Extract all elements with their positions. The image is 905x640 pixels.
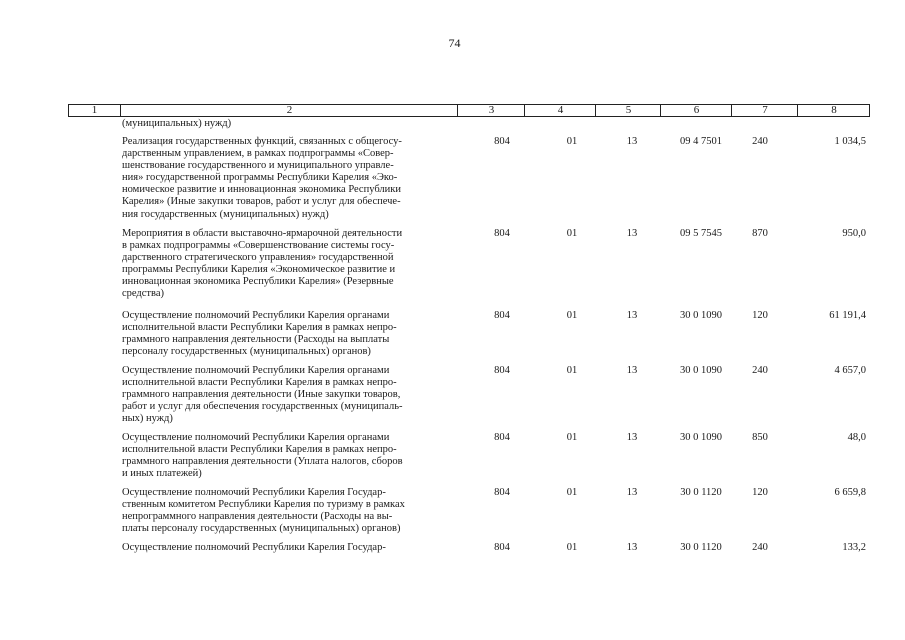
description-line: в рамках подпрограммы «Совершенствование системы госу- bbox=[122, 240, 395, 252]
cell-c4: 01 bbox=[566, 228, 578, 239]
description-line: граммного направления деятельности (Иные закупки товаров, bbox=[122, 389, 401, 401]
row-description bbox=[122, 365, 452, 425]
cell-c5: 13 bbox=[626, 228, 638, 239]
header-cell-8: 8 bbox=[797, 105, 870, 116]
description-line: платы персоналу государственных (муниципальных) органов) bbox=[122, 523, 401, 535]
header-cell-6: 6 bbox=[660, 105, 732, 116]
cell-c7: 240 bbox=[752, 365, 768, 376]
cell-c5: 13 bbox=[626, 432, 638, 443]
cell-c3: 804 bbox=[494, 228, 510, 239]
cell-c6: 30 0 1120 bbox=[680, 542, 722, 553]
cell-c3: 804 bbox=[494, 136, 510, 147]
cell-c8: 48,0 bbox=[847, 432, 866, 443]
description-line: средства) bbox=[122, 288, 164, 300]
description-line: непрограммного направления деятельности (Расходы на вы- bbox=[122, 511, 393, 523]
cell-c5: 13 bbox=[626, 136, 638, 147]
cell-c6: 30 0 1120 bbox=[680, 487, 722, 498]
cell-c8: 4 657,0 bbox=[834, 365, 866, 376]
description-line: Осуществление полномочий Республики Карелия органами bbox=[122, 365, 390, 376]
cell-c7: 850 bbox=[752, 432, 768, 443]
cell-c6: 30 0 1090 bbox=[680, 310, 722, 321]
cell-c7: 240 bbox=[752, 136, 768, 147]
row-description bbox=[122, 310, 452, 358]
cell-c7: 120 bbox=[752, 310, 768, 321]
header-cell-2: 2 bbox=[120, 105, 458, 116]
description-line: дарственного стратегического управления» государственной bbox=[122, 252, 394, 264]
description-line: персоналу государственных (муниципальных) органов) bbox=[122, 346, 371, 358]
description-line: Осуществление полномочий Республики Карелия Государ- bbox=[122, 487, 386, 498]
header-cell-3: 3 bbox=[457, 105, 525, 116]
header-cell-4: 4 bbox=[524, 105, 596, 116]
cell-c3: 804 bbox=[494, 432, 510, 443]
description-line: Осуществление полномочий Республики Карелия органами bbox=[122, 432, 390, 443]
cell-c5: 13 bbox=[626, 310, 638, 321]
description-line: Карелия» (Иные закупки товаров, работ и услуг для обеспече- bbox=[122, 196, 401, 208]
cell-c6: 09 5 7545 bbox=[680, 228, 722, 239]
description-line: и иных платежей) bbox=[122, 468, 202, 480]
description-line: исполнительной власти Республики Карелия в рамках непро- bbox=[122, 322, 397, 334]
description-line: исполнительной власти Республики Карелия в рамках непро- bbox=[122, 377, 397, 389]
description-line: исполнительной власти Республики Карелия в рамках непро- bbox=[122, 444, 397, 456]
cell-c5: 13 bbox=[626, 542, 638, 553]
cell-c7: 870 bbox=[752, 228, 768, 239]
description-line: инновационная экономика Республики Карелия» (Резервные bbox=[122, 276, 394, 288]
cell-c3: 804 bbox=[494, 365, 510, 376]
cell-c6: 30 0 1090 bbox=[680, 365, 722, 376]
row-description bbox=[122, 487, 452, 535]
cell-c5: 13 bbox=[626, 487, 638, 498]
cell-c8: 61 191,4 bbox=[829, 310, 866, 321]
cell-c5: 13 bbox=[626, 365, 638, 376]
cell-c8: 6 659,8 bbox=[834, 487, 866, 498]
description-line: дарственным управлением, в рамках подпрограммы «Совер- bbox=[122, 148, 394, 160]
row-description bbox=[122, 432, 452, 480]
cell-c3: 804 bbox=[494, 310, 510, 321]
cell-c8: 133,2 bbox=[842, 542, 866, 553]
description-line: ния» государственной программы Республики Карелия «Эко- bbox=[122, 172, 398, 184]
row-description bbox=[122, 136, 452, 221]
cell-c6: 09 4 7501 bbox=[680, 136, 722, 147]
cell-c3: 804 bbox=[494, 542, 510, 553]
description-line: Осуществление полномочий Республики Карелия Государ- bbox=[122, 542, 386, 553]
cell-c4: 01 bbox=[566, 542, 578, 553]
description-line: шенствование государственного и муниципального управле- bbox=[122, 160, 394, 172]
header-cell-1: 1 bbox=[91, 104, 98, 116]
description-line: ных) нужд) bbox=[122, 413, 173, 425]
row-description bbox=[122, 542, 452, 554]
description-line: работ и услуг для обеспечения государственных (муниципаль- bbox=[122, 401, 403, 413]
cell-c7: 240 bbox=[752, 542, 768, 553]
header-cell-7: 7 bbox=[731, 105, 798, 116]
description-line: граммного направления деятельности (Расходы на выплаты bbox=[122, 334, 390, 346]
cell-c4: 01 bbox=[566, 487, 578, 498]
description-line: программы Республики Карелия «Экономическое развитие и bbox=[122, 264, 396, 276]
cell-c8: 950,0 bbox=[842, 228, 866, 239]
page-number: 74 bbox=[448, 36, 461, 50]
description-line: Мероприятия в области выставочно-ярмарочной деятельности bbox=[122, 228, 403, 239]
cell-c4: 01 bbox=[566, 136, 578, 147]
table-header bbox=[68, 104, 870, 117]
description-line: граммного направления деятельности (Уплата налогов, сборов bbox=[122, 456, 403, 468]
header-cell-5: 5 bbox=[595, 105, 661, 116]
cell-c4: 01 bbox=[566, 365, 578, 376]
cell-c4: 01 bbox=[566, 310, 578, 321]
description-line: ственным комитетом Республики Карелия по туризму в рамках bbox=[122, 499, 405, 511]
cell-c3: 804 bbox=[494, 487, 510, 498]
cell-c7: 120 bbox=[752, 487, 768, 498]
cell-c8: 1 034,5 bbox=[834, 136, 866, 147]
description-line: Реализация государственных функций, связанных с общегосу- bbox=[122, 136, 402, 147]
cell-c6: 30 0 1090 bbox=[680, 432, 722, 443]
description-line: Осуществление полномочий Республики Карелия органами bbox=[122, 310, 390, 321]
description-line: номическое развитие и инновационная экономика Республики bbox=[122, 184, 401, 196]
description-line: ния государственных (муниципальных) нужд) bbox=[122, 208, 329, 220]
row-description bbox=[122, 228, 452, 301]
cell-c4: 01 bbox=[566, 432, 578, 443]
continuation-text: (муниципальных) нужд) bbox=[122, 118, 232, 129]
